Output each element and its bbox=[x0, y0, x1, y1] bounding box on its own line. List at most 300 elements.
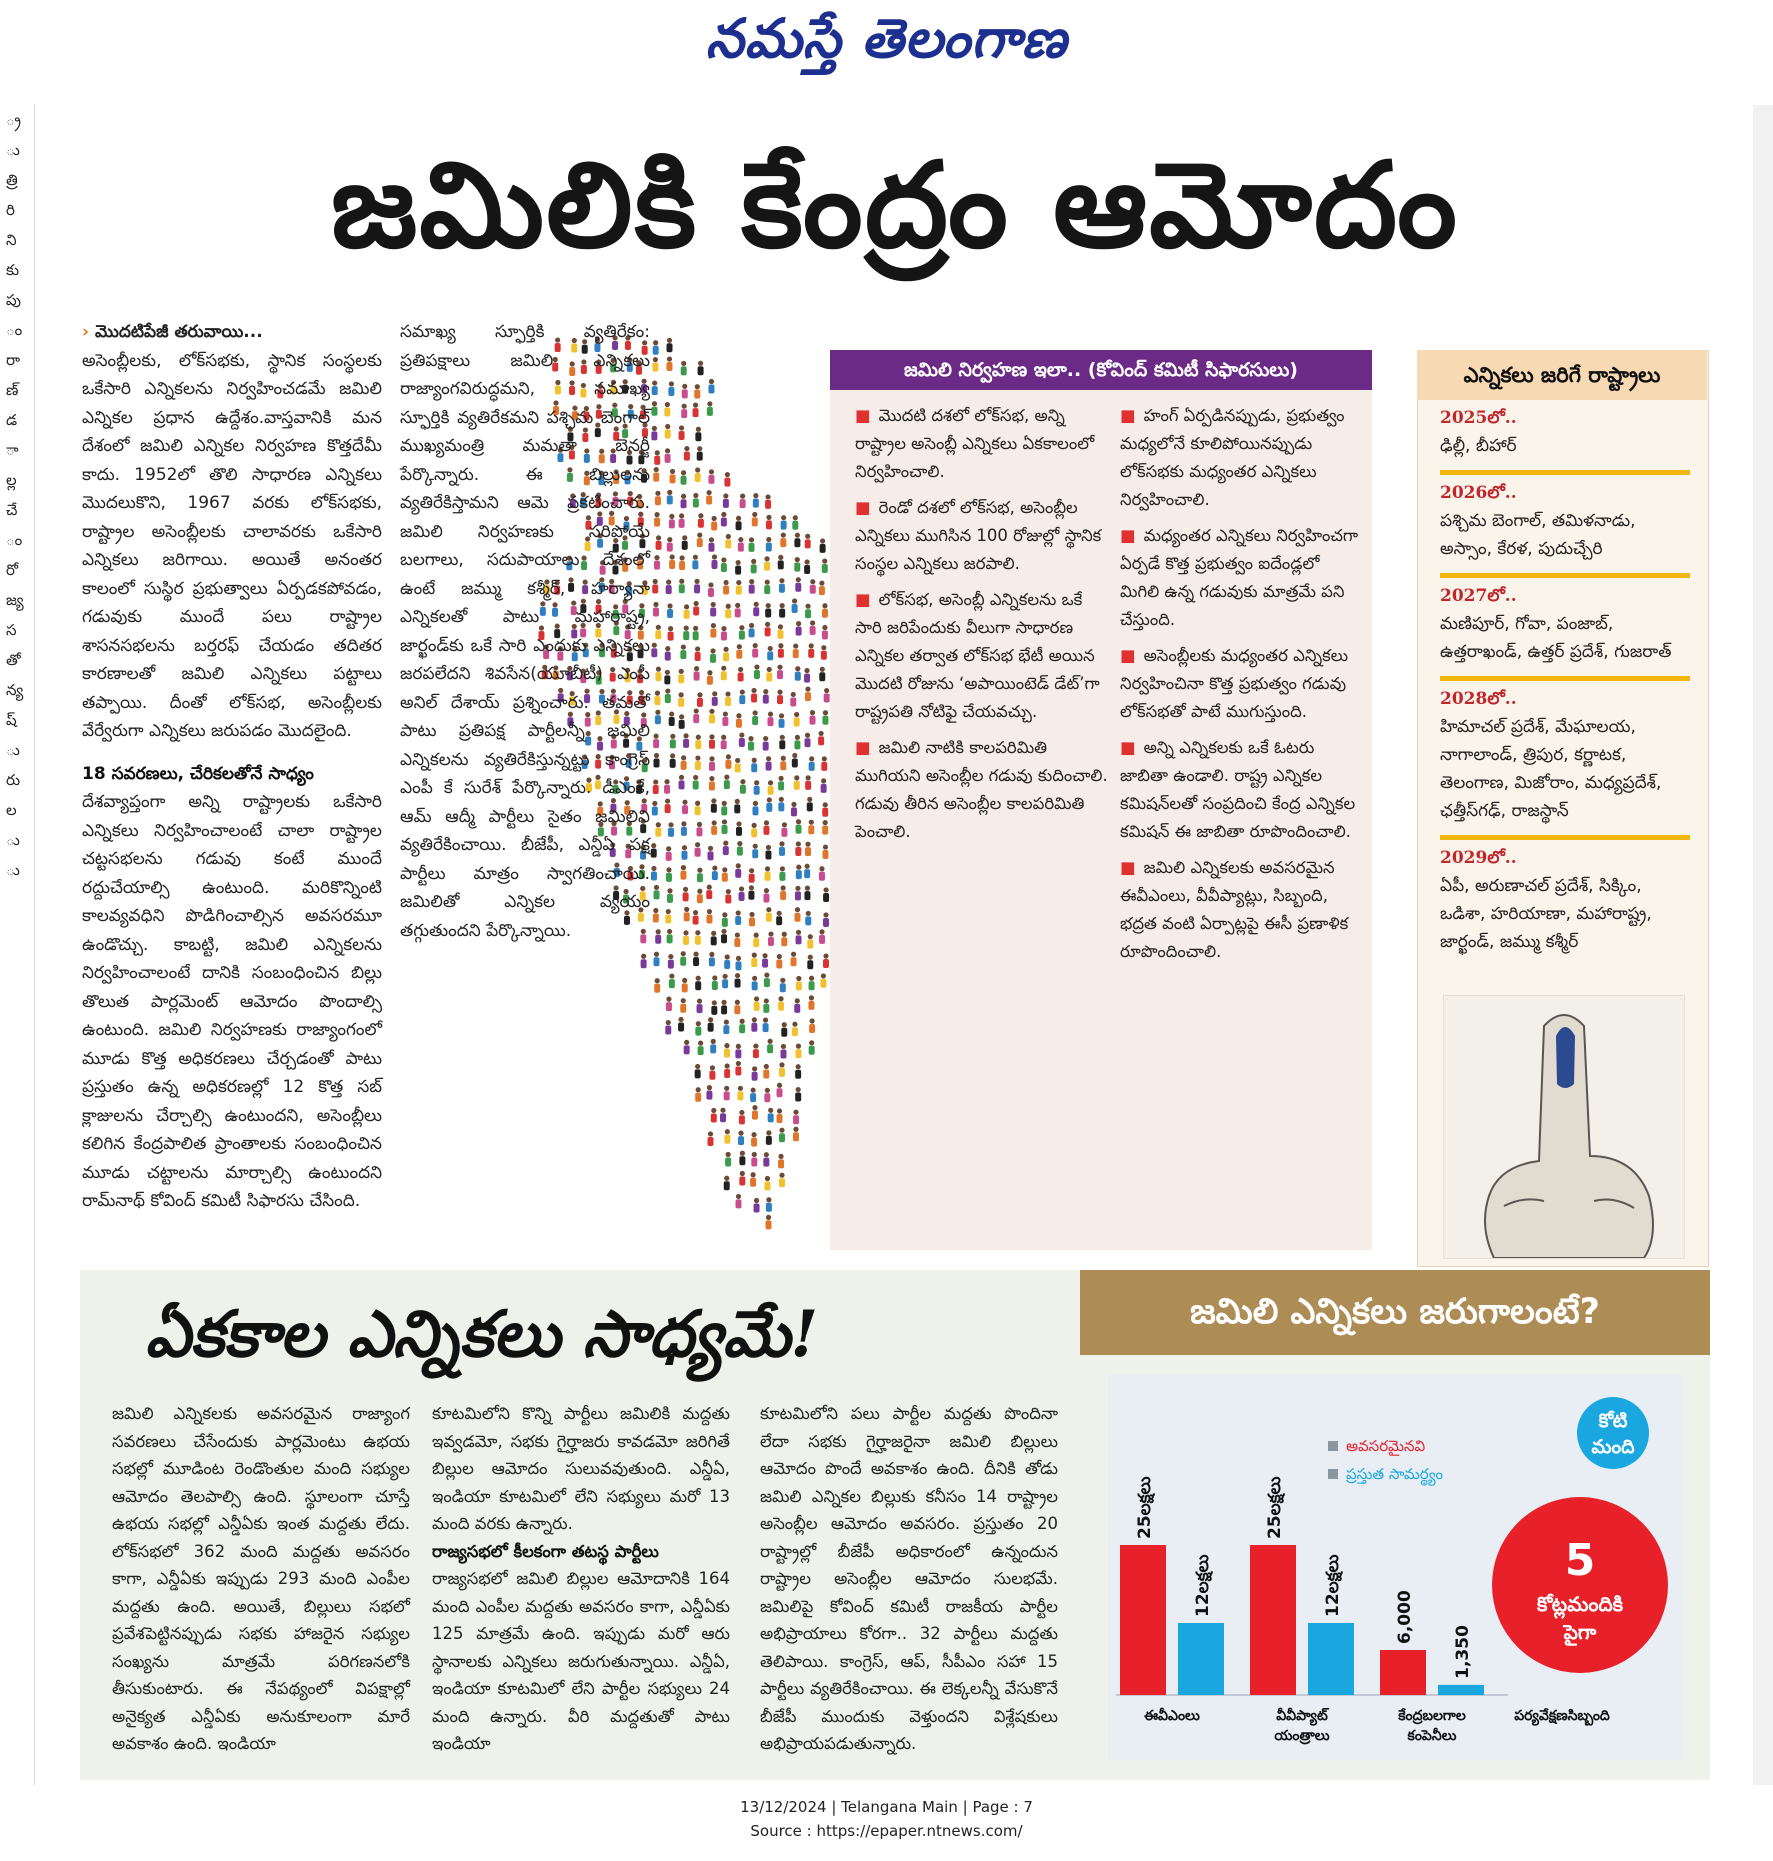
crowd-figure bbox=[693, 708, 699, 723]
recommendation-text: మధ్యంతర ఎన్నికలు నిర్వహించగా ఏర్పడే కొత్త ప్రభుత్వం ఐదేండ్లలో మిగిలి ఉన్న గడువుకు మాత్రమే పని చేస్తుంది. bbox=[1120, 526, 1359, 629]
crowd-figure bbox=[725, 1152, 731, 1167]
recommendation-text: హంగ్ ఏర్పడినప్పుడు, ప్రభుత్వం మధ్యలోనే కూలిపోయినప్పుడు లోక్‌సభకు మధ్యంతర ఎన్నికలు నిర్వహించాలి. bbox=[1120, 406, 1345, 509]
crowd-figure bbox=[809, 976, 815, 991]
crowd-figure bbox=[792, 753, 798, 768]
crowd-figure bbox=[721, 929, 727, 944]
crowd-figure bbox=[711, 1000, 717, 1015]
crowd-figure bbox=[664, 670, 670, 685]
crowd-figure bbox=[680, 998, 686, 1013]
crowd-figure bbox=[808, 995, 814, 1010]
intro-paragraph-2: దేశవ్యాప్తంగా అన్ని రాష్ట్రాలకు ఒకేసారి ఎన్నికలు నిర్వహించాలంటే చాలా రాష్ట్రాల చట్టసభలను గడువు కంటే ముందే రద్దుచేయాల్సి ఉంటుంది. మరికొన్నింటి కాలవ్యవధిని పొడిగించాల్సిన అవసరమూ ఉండొచ్చు. కాబట్టి, జమిలి ఎన్నికలను నిర్వహించాలంటే దానికి సంబంధించిన బిల్లు తొలుత పార్లమెంట్ ఆమోదం పొందాల్సి ఉంటుంది. జమిలి నిర్వహణకు రాజ్యాంగంలో మూడు కొత్త అధికరణలు చేర్చడంతో పాటు ప్రస్తుతం ఉన్న అధికరణల్లో 12 కొత్త సబ్ క్లాజులను చేర్చాల్సి ఉంటుందని, అసెంబ్లీలు కలిగిన కేంద్రపాలిత ప్రాంతాలకు సంబంధించిన మూడు చట్టాలను మార్చాల్సి ఉంటుందని రామ్‌నాథ్ కోవింద్ కమిటీ సిఫారసు చేసింది. bbox=[82, 792, 382, 1211]
crowd-figure bbox=[764, 972, 770, 987]
crowd-figure bbox=[722, 819, 728, 834]
crowd-figure bbox=[653, 467, 659, 482]
crowd-figure bbox=[666, 580, 672, 595]
crowd-figure bbox=[805, 775, 811, 790]
recommendation-item bbox=[855, 734, 1110, 846]
crowd-figure bbox=[791, 952, 797, 967]
state-names: ఏపీ, అరుణాచల్ ప్రదేశ్, సిక్కిం, ఒడిశా, హరియాణా, మహారాష్ట్ర, జార్ఖండ్, జమ్ము కశ్మీర్ bbox=[1440, 876, 1652, 952]
crowd-figure bbox=[683, 733, 689, 748]
crowd-figure bbox=[792, 515, 798, 530]
crowd-figure bbox=[818, 731, 824, 746]
strip-glyph: రో bbox=[6, 561, 19, 579]
crowd-figure bbox=[735, 973, 741, 988]
crowd-figure bbox=[721, 735, 727, 750]
crowd-figure bbox=[749, 868, 755, 883]
crowd-figure bbox=[681, 470, 687, 485]
crowd-figure bbox=[807, 934, 813, 949]
crowd-figure bbox=[708, 379, 714, 394]
crowd-figure bbox=[763, 820, 769, 835]
crowd-figure bbox=[734, 932, 740, 947]
category-label: వీవీప్యాట్ bbox=[1276, 1708, 1328, 1724]
crowd-figure bbox=[739, 1151, 745, 1166]
strip-glyph: రా bbox=[6, 351, 21, 369]
bottom-paragraph-2a: కూటమిలోని కొన్ని పార్టీలు జమిలికి మద్దతు ఇవ్వడమో, సభకు గైర్హాజరు కావడమో జరిగితే బిల్లుల ఆమోదం సులువవుతుంది. ఎన్డీఏ, ఇండియా కూటమిలో లేని సభ్యులు మరో 13 మంది వరకు ఉన్నారు. bbox=[432, 1404, 730, 1533]
crowd-figure bbox=[766, 667, 772, 682]
bullet-icon: ■ bbox=[855, 406, 871, 425]
state-year-block bbox=[1440, 848, 1690, 956]
crowd-figure bbox=[739, 1019, 745, 1034]
crowd-figure bbox=[655, 822, 661, 837]
crowd-figure bbox=[695, 755, 701, 770]
crowd-figure bbox=[655, 710, 661, 725]
crowd-figure bbox=[653, 908, 659, 923]
crowd-figure bbox=[796, 865, 802, 880]
recommendation-item bbox=[1120, 734, 1360, 846]
crowd-figure bbox=[665, 798, 671, 813]
crowd-figure bbox=[706, 1085, 712, 1100]
category-label: పర్యవేక్షణసిబ్బంది bbox=[1514, 1708, 1610, 1724]
strip-glyph: ు bbox=[6, 141, 20, 159]
crowd-figure bbox=[736, 713, 742, 728]
crowd-figure bbox=[653, 779, 659, 794]
crowd-figure bbox=[794, 735, 800, 750]
crowd-figure bbox=[752, 976, 758, 991]
crowd-figure bbox=[749, 537, 755, 552]
crowd-figure bbox=[665, 1020, 671, 1035]
strip-glyph: ు bbox=[6, 741, 20, 759]
crowd-figure bbox=[822, 710, 828, 725]
crowd-figure bbox=[736, 821, 742, 836]
crowd-figure bbox=[736, 1194, 742, 1209]
crowd-figure bbox=[652, 380, 658, 395]
crowd-figure bbox=[666, 997, 672, 1012]
crowd-figure bbox=[724, 1129, 730, 1144]
footer-source-line: Source : https://epaper.ntnews.com/ bbox=[750, 1822, 1023, 1840]
bar-value-label: 12లక్షలు bbox=[1193, 1554, 1213, 1617]
main-headline: జమిలికి కేంద్రం ఆమోదం bbox=[331, 136, 1459, 274]
crowd-figure bbox=[724, 1176, 730, 1191]
crowd-figure bbox=[765, 845, 771, 860]
crowd-figure bbox=[708, 1017, 714, 1032]
crowd-figure bbox=[694, 666, 700, 681]
crowd-figure bbox=[777, 624, 783, 639]
crowd-figure bbox=[805, 534, 811, 549]
crowd-figure bbox=[697, 999, 703, 1014]
crowd-figure bbox=[721, 666, 727, 681]
crowd-figure bbox=[748, 885, 754, 900]
crowd-figure bbox=[651, 643, 657, 658]
bottom-headline: ఏకకాల ఎన్నికలు సాధ్యమే! bbox=[145, 1297, 819, 1372]
crowd-figure bbox=[697, 692, 703, 707]
crowd-figure bbox=[765, 866, 771, 881]
category-label: ఈవీఎంలు bbox=[1144, 1708, 1200, 1724]
crowd-figure bbox=[739, 1110, 745, 1125]
crowd-figure bbox=[738, 537, 744, 552]
strip-glyph: స bbox=[6, 621, 17, 639]
crowd-figure bbox=[654, 512, 660, 527]
crowd-figure bbox=[681, 404, 687, 419]
crowd-figure bbox=[693, 952, 699, 967]
crowd-figure bbox=[654, 691, 660, 706]
crowd-figure bbox=[779, 735, 785, 750]
crowd-figure bbox=[823, 953, 829, 968]
crowd-figure bbox=[739, 886, 745, 901]
crowd-figure bbox=[723, 493, 729, 508]
crowd-figure bbox=[821, 645, 827, 660]
crowd-figure bbox=[724, 954, 730, 969]
crowd-figure bbox=[651, 866, 657, 881]
crowd-figure bbox=[684, 907, 690, 922]
crowd-figure bbox=[670, 753, 676, 768]
crowd-figure bbox=[710, 602, 716, 617]
category-label: కంపెనీలు bbox=[1407, 1728, 1457, 1744]
crowd-figure bbox=[780, 756, 786, 771]
right-page-edge bbox=[1753, 105, 1773, 1785]
crowd-figure bbox=[780, 885, 786, 900]
crowd-figure bbox=[667, 537, 673, 552]
crowd-figure bbox=[681, 845, 687, 860]
crowd-figure bbox=[810, 620, 816, 635]
divider bbox=[1440, 676, 1690, 681]
crowd-figure bbox=[738, 667, 744, 682]
crowd-figure bbox=[778, 1154, 784, 1169]
crowd-figure bbox=[693, 910, 699, 925]
crowd-figure bbox=[752, 710, 758, 725]
crowd-figure bbox=[805, 911, 811, 926]
crowd-figure bbox=[712, 691, 718, 706]
crowd-figure bbox=[779, 603, 785, 618]
crowd-figure bbox=[693, 775, 699, 790]
crowd-figure bbox=[683, 626, 689, 641]
crowd-figure bbox=[766, 1215, 772, 1230]
bar-value-label: 12లక్షలు bbox=[1323, 1554, 1343, 1617]
crowd-figure bbox=[824, 688, 830, 703]
crowd-figure bbox=[768, 712, 774, 727]
crowd-figure bbox=[694, 579, 700, 594]
crowd-figure bbox=[725, 534, 731, 549]
crowd-figure bbox=[737, 1086, 743, 1101]
crowd-figure bbox=[780, 532, 786, 547]
crowd-figure bbox=[707, 1131, 713, 1146]
bullet-icon: ■ bbox=[1120, 526, 1136, 545]
crowd-figure bbox=[822, 802, 828, 817]
crowd-figure bbox=[698, 513, 704, 528]
bar-value-label: 1,350 bbox=[1453, 1625, 1473, 1679]
crowd-figure bbox=[736, 580, 742, 595]
crowd-figure bbox=[763, 888, 769, 903]
crowd-figure bbox=[753, 602, 759, 617]
crowd-figure bbox=[753, 493, 759, 508]
crowd-figure bbox=[710, 1039, 716, 1054]
crowd-figure bbox=[778, 776, 784, 791]
crowd-figure bbox=[779, 1062, 785, 1077]
crowd-figure bbox=[822, 603, 828, 618]
crowd-figure bbox=[807, 955, 813, 970]
crowd-figure bbox=[669, 973, 675, 988]
strip-glyph: న్య bbox=[6, 681, 24, 699]
bullet-icon: ■ bbox=[1120, 406, 1136, 425]
crowd-figure bbox=[735, 863, 741, 878]
crowd-figure bbox=[751, 953, 757, 968]
crowd-figure bbox=[821, 756, 827, 771]
crowd-figure bbox=[736, 644, 742, 659]
crowd-figure bbox=[694, 384, 700, 399]
crowd-figure bbox=[819, 929, 825, 944]
crowd-figure bbox=[711, 931, 717, 946]
crowd-figure bbox=[810, 579, 816, 594]
recommendation-text: మొదటి దశలో లోక్‌సభ, అన్ని రాష్ట్రాల అసెంబ్లీ ఎన్నికలు ఏకకాలంలో నిర్వహించాలి. bbox=[855, 406, 1095, 481]
crowd-figure bbox=[752, 1105, 758, 1120]
crowd-figure bbox=[736, 956, 742, 971]
crowd-figure bbox=[749, 579, 755, 594]
crowd-figure bbox=[666, 867, 672, 882]
crowd-figure bbox=[781, 822, 787, 837]
crowd-figure bbox=[766, 537, 772, 552]
crowd-figure bbox=[735, 910, 741, 925]
crowd-figure bbox=[682, 800, 688, 815]
crowd-figure bbox=[790, 692, 796, 707]
crowd-figure bbox=[766, 1197, 772, 1212]
state-year: 2026లో.. bbox=[1440, 483, 1517, 503]
divider bbox=[1440, 835, 1690, 840]
crowd-figure bbox=[693, 601, 699, 616]
crowd-figure bbox=[820, 538, 826, 553]
crowd-figure bbox=[807, 797, 813, 812]
bar-current bbox=[1438, 1685, 1484, 1695]
strip-glyph: చే bbox=[6, 501, 18, 519]
crowd-figure bbox=[735, 560, 741, 575]
crowd-figure bbox=[808, 643, 814, 658]
crowd-figure bbox=[668, 822, 674, 837]
crowd-figure bbox=[793, 1110, 799, 1125]
crowd-figure bbox=[736, 516, 742, 531]
crowd-figure bbox=[781, 1022, 787, 1037]
crowd-figure bbox=[654, 555, 660, 570]
strip-glyph: ల్ల bbox=[6, 471, 17, 489]
callout-top-text: కోటి bbox=[1598, 1410, 1628, 1432]
crowd-figure bbox=[764, 580, 770, 595]
crowd-figure bbox=[796, 930, 802, 945]
crowd-figure bbox=[655, 491, 661, 506]
divider bbox=[1440, 573, 1690, 578]
crowd-figure bbox=[749, 623, 755, 638]
recommendation-item bbox=[855, 402, 1110, 486]
arrow-icon: › bbox=[82, 322, 90, 342]
crowd-figure bbox=[750, 1088, 756, 1103]
crowd-figure bbox=[794, 712, 800, 727]
crowd-figure bbox=[665, 424, 671, 439]
crowd-figure bbox=[796, 976, 802, 991]
crowd-figure bbox=[722, 711, 728, 726]
crowd-figure bbox=[697, 889, 703, 904]
crowd-figure bbox=[764, 556, 770, 571]
crowd-figure bbox=[750, 1172, 756, 1187]
crowd-figure bbox=[809, 1018, 815, 1033]
crowd-figure bbox=[767, 1039, 773, 1054]
crowd-figure bbox=[670, 734, 676, 749]
recommendation-item bbox=[1120, 642, 1360, 726]
crowd-figure bbox=[751, 1017, 757, 1032]
crowd-figure bbox=[780, 1044, 786, 1059]
requirements-bar-chart bbox=[1108, 1375, 1683, 1760]
legend-swatch bbox=[1328, 1469, 1338, 1479]
crowd-figure bbox=[822, 558, 828, 573]
crowd-figure bbox=[778, 797, 784, 812]
crowd-figure bbox=[723, 647, 729, 662]
crowd-figure bbox=[667, 929, 673, 944]
state-names: మణిపూర్, గోవా, పంజాబ్, ఉత్తరాఖండ్, ఉత్తర్ ప్రదేశ్, గుజరాత్ bbox=[1440, 614, 1672, 662]
crowd-figure bbox=[739, 689, 745, 704]
crowd-figure bbox=[722, 974, 728, 989]
recommendation-item bbox=[1120, 402, 1360, 514]
strip-glyph: ా bbox=[6, 441, 19, 459]
crowd-figure bbox=[753, 1043, 759, 1058]
intro-paragraph-3: సమాఖ్య స్ఫూర్తికి వ్యతిరేకం: ప్రతిపక్షాలు జమిలి ఎన్నికలు రాజ్యాంగవిరుద్ధమని, సమాఖ్య స్ఫూర్తికి వ్యతిరేకమని పశ్చిమ బెంగాల్ ముఖ్యమంత్రి మమతా బెనర్జీ పేర్కొన్నారు. ఈ బిల్లులను వ్యతిరేకిస్తామని ఆమె ప్రకటించారు. జమిలి నిర్వహణకు సరిపోయే బలగాలు, సదుపాయాలు దేశంలో ఉంటే జమ్ము కశ్మీర్, హర్యానా ఎన్నికలతో పాటు మహారాష్ట్ర, జార్ఖండ్‌కు ఒకే సారి ఎందుకు ఎన్నికలు జరపలేదని శివసేన(యూబీటీ) ఎంపీ అనిల్ దేశాయ్ ప్రశ్నించారు. తమతో పాటు ప్రతిపక్ష పార్టీలన్నీ జమిలి ఎన్నికలను వ్యతిరేకిస్తున్నట్టు కాంగ్రెస్ ఎంపీ కే సురేశ్ పేర్కొన్నారు. డీఎంకే, ఆమ్ ఆద్మీ పార్టీలు సైతం జమిలిని వ్యతిరేకించాయి. బీజేపీ, ఎన్డీఏ పక్ష పార్టీలు మాత్రం స్వాగతించాయి. జమిలితో ఎన్నికల వ్యయం తగ్గుతుందని పేర్కొన్నాయి. bbox=[400, 322, 650, 941]
recommendations-right-list bbox=[1120, 402, 1360, 974]
crowd-figure bbox=[792, 598, 798, 613]
adjacent-page-strip bbox=[0, 105, 35, 1785]
crowd-figure bbox=[695, 930, 701, 945]
bullet-icon: ■ bbox=[1120, 858, 1136, 877]
crowd-figure bbox=[780, 978, 786, 993]
crowd-figure bbox=[739, 732, 745, 747]
state-names: హిమాచల్ ప్రదేశ్, మేఘాలయ, నాగాలాండ్, త్రిపుర, కర్ణాటక, తెలంగాణ, మిజోరాం, మధ్యప్రదేశ్, ఛత్తీస్‌గఢ్, రాజస్థాన్ bbox=[1440, 717, 1662, 821]
footer-date-line: 13/12/2024 | Telangana Main | Page : 7 bbox=[740, 1798, 1033, 1816]
state-year-block bbox=[1440, 689, 1690, 840]
crowd-figure bbox=[652, 579, 658, 594]
crowd-figure bbox=[711, 820, 717, 835]
crowd-figure bbox=[819, 581, 825, 596]
crowd-figure bbox=[669, 514, 675, 529]
crowd-figure bbox=[678, 669, 684, 684]
crowd-figure bbox=[822, 844, 828, 859]
crowd-figure bbox=[725, 889, 731, 904]
crowd-figure bbox=[754, 780, 760, 795]
crowd-figure bbox=[665, 448, 671, 463]
crowd-figure bbox=[735, 1061, 741, 1076]
state-year: 2025లో.. bbox=[1440, 408, 1517, 428]
crowd-figure bbox=[681, 821, 687, 836]
crowd-figure bbox=[695, 1021, 701, 1036]
bar-value-label: 25లక్షలు bbox=[1135, 1476, 1155, 1539]
crowd-figure bbox=[777, 1083, 783, 1098]
crowd-figure bbox=[794, 998, 800, 1013]
bottom-column-3: కూటమిలోని పలు పార్టీల మద్దతు పొందినా లేదా సభకు గైర్హాజరైనా జమిలి బిల్లులు ఆమోదం పొందే అవకాశం ఉంది. దీనికి తోడు జమిలి ఎన్నికల బిల్లుకు కనీసం 14 రాష్ట్రాల అసెంబ్లీల ఆమోదం అవసరం. ప్రస్తుతం 20 రాష్ట్రాల్లో బీజేపీ అధికారంలో ఉన్నందున రాష్ట్రాల అసెంబ్లీల ఆమోదం సులభమే. జమిలిపై కోవింద్ కమిటీ రాజకీయ పార్టీల అభిప్రాయాలు కోరగా.. 32 పార్టీలు మద్దతు తెలిపాయి. కాంగ్రెస్, ఆప్, సీపీఎం సహా 15 పార్టీలు వ్యతిరేకించాయి. ఈ లెక్కలన్నీ వేసుకొనే బీజేపీ ముందుకు వెళ్తుందని విశ్లేషకులు అభిప్రాయపడుతున్నారు. bbox=[760, 1404, 1058, 1753]
crowd-figure bbox=[684, 604, 690, 619]
crowd-figure bbox=[724, 1086, 730, 1101]
crowd-figure bbox=[777, 690, 783, 705]
crowd-figure bbox=[667, 490, 673, 505]
divider bbox=[1440, 470, 1690, 475]
strip-glyph: రి bbox=[6, 201, 15, 219]
crowd-figure bbox=[665, 909, 671, 924]
crowd-figure bbox=[765, 603, 771, 618]
recommendation-text: జమిలి నాటికి కాలపరిమితి ముగియని అసెంబ్లీల గడువు కుదించాలి. గడువు తీరిన అసెంబ్లీల కాలపరిమితి పెంచాలి. bbox=[855, 738, 1108, 841]
crowd-figure bbox=[654, 450, 660, 465]
crowd-figure bbox=[819, 667, 825, 682]
crowd-figure bbox=[666, 846, 672, 861]
crowd-figure bbox=[805, 604, 811, 619]
crowd-figure bbox=[679, 714, 685, 729]
crowd-figure bbox=[695, 1087, 701, 1102]
crowd-figure bbox=[796, 819, 802, 834]
crowd-figure bbox=[655, 667, 661, 682]
state-year: 2029లో.. bbox=[1440, 848, 1517, 868]
crowd-figure bbox=[819, 866, 825, 881]
bottom-paragraph-2b: రాజ్యసభలో జమిలి బిల్లుల ఆమోదానికి 164 మంది ఎంపీల మద్దతు అవసరం కాగా, ఎన్డీఏకు 125 మాత్రమే ఉంది. ఇప్పుడు మరో ఆరు స్థానాలకు ఎన్నికలు జరుగుతున్నాయి. ఎన్డీఏ, ఇండియా కూటమిలో లేని పార్టీల సభ్యులు 24 మంది ఉన్నారు. వీరి మద్దతుతో పాటు ఇండియా bbox=[432, 1569, 730, 1753]
crowd-figure bbox=[698, 1041, 704, 1056]
crowd-figure bbox=[655, 625, 661, 640]
bullet-icon: ■ bbox=[855, 738, 871, 757]
crowd-figure bbox=[678, 1017, 684, 1032]
callout-top-text: మంది bbox=[1591, 1436, 1635, 1458]
crowd-figure bbox=[651, 426, 657, 441]
crowd-figure bbox=[695, 1064, 701, 1079]
crowd-figure bbox=[723, 1019, 729, 1034]
crowd-figure bbox=[709, 1065, 715, 1080]
crowd-figure bbox=[737, 841, 743, 856]
crowd-figure bbox=[683, 887, 689, 902]
crowd-figure bbox=[678, 692, 684, 707]
crowd-figure bbox=[723, 841, 729, 856]
crowd-figure bbox=[735, 758, 741, 773]
crowd-figure bbox=[708, 537, 714, 552]
crowd-figure bbox=[652, 357, 658, 372]
crowd-figure bbox=[766, 797, 772, 812]
strip-glyph: త్రి bbox=[6, 171, 18, 189]
inked-finger-illustration bbox=[1443, 995, 1685, 1259]
crowd-figure bbox=[706, 885, 712, 900]
intro-subhead: 18 సవరణలు, చేరికలతోనే సాధ్యం bbox=[82, 763, 314, 784]
crowd-figure bbox=[795, 841, 801, 856]
crowd-figure bbox=[654, 978, 660, 993]
crowd-figure bbox=[667, 338, 673, 353]
state-year: 2028లో.. bbox=[1440, 689, 1517, 709]
states-header: ఎన్నికలు జరిగే రాష్ట్రాలు bbox=[1417, 350, 1707, 400]
crowd-figure bbox=[804, 864, 810, 879]
crowd-figure bbox=[708, 846, 714, 861]
crowd-figure bbox=[664, 779, 670, 794]
crowd-figure bbox=[692, 555, 698, 570]
crowd-figure bbox=[707, 401, 713, 416]
strip-glyph: ం bbox=[6, 321, 23, 339]
legend-swatch bbox=[1328, 1441, 1338, 1451]
state-names: పశ్చిమ బెంగాల్, తమిళనాడు, అస్సాం, కేరళ, పుదుచ్చేరి bbox=[1440, 511, 1636, 559]
recommendation-item bbox=[1120, 522, 1360, 634]
crowd-figure bbox=[751, 1152, 757, 1167]
crowd-figure bbox=[651, 843, 657, 858]
crowd-figure bbox=[697, 446, 703, 461]
state-names: ఢిల్లీ, బీహార్ bbox=[1440, 436, 1517, 456]
bar-required bbox=[1120, 1545, 1166, 1695]
crowd-figure bbox=[696, 822, 702, 837]
crowd-figure bbox=[752, 1066, 758, 1081]
crowd-figure bbox=[665, 688, 671, 703]
crowd-figure bbox=[739, 625, 745, 640]
crowd-figure bbox=[762, 953, 768, 968]
